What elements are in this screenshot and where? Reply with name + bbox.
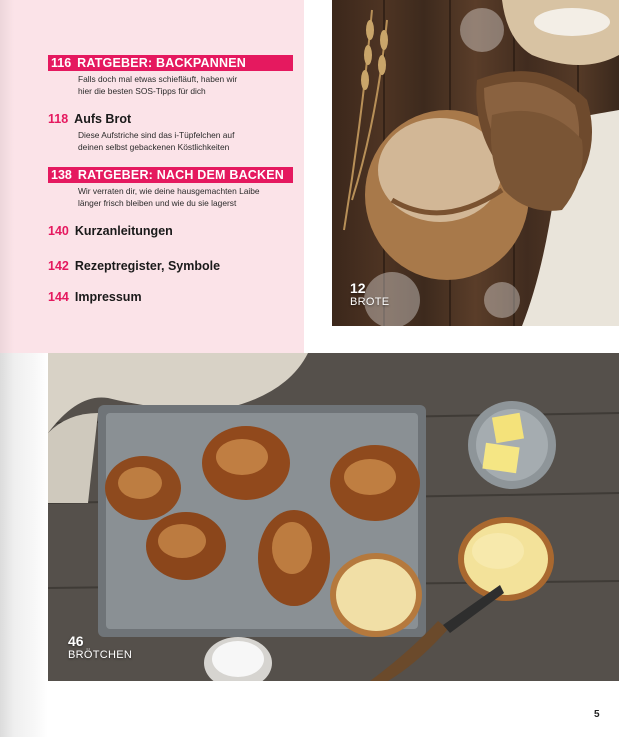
toc-entry-header [48,258,220,274]
toc-description [78,186,293,209]
page-fold-shadow [0,0,14,737]
toc-entry-header [48,167,293,183]
toc-entry-header [48,289,142,305]
toc-description-line: deinen selbst gebackenen Köstlichkeiten [78,141,230,152]
toc-title: RATGEBER: BACKPANNEN [77,56,246,70]
photo-brote[interactable] [332,0,619,326]
toc-entry-aufs-brot[interactable] [48,111,293,153]
toc-description-line: länger frisch bleiben und wie du sie lagerst [78,197,237,208]
toc-entry-nach-dem-backen[interactable] [48,167,293,209]
toc-entry-impressum[interactable] [48,289,142,305]
toc-page-number: 138 [51,168,72,182]
bread-illustration [332,0,619,326]
toc-description-line: Diese Aufstriche sind das i-Tüpfelchen auf [78,130,235,140]
caption-page-number: 46 [68,633,84,649]
toc-page-number: 144 [48,290,69,304]
toc-entry-backpannen[interactable] [48,55,293,97]
toc-title: RATGEBER: NACH DEM BACKEN [77,168,285,182]
rolls-illustration [48,353,619,681]
toc-title: Impressum [74,290,142,304]
caption-label: BROTE [350,296,390,308]
caption-label: BRÖTCHEN [68,649,133,661]
toc-title: Kurzanleitungen [74,224,173,238]
toc-description-line: hier die besten SOS-Tipps für dich [78,85,206,96]
photo-caption-brote [350,281,389,309]
toc-page-number: 140 [48,224,69,238]
photo-caption-broetchen [68,634,132,662]
toc-entry-header [48,55,293,71]
toc-page-number: 142 [48,259,69,273]
caption-page-number: 12 [350,280,366,296]
toc-entry-header [48,223,173,239]
toc-page-number: 116 [51,56,72,70]
toc-description-line: Falls doch mal etwas schiefläuft, haben wir [78,74,238,84]
toc-description [78,130,293,153]
toc-title: Aufs Brot [74,112,132,126]
toc-entry-kurzanleitungen[interactable] [48,223,173,239]
toc-description [78,74,293,97]
toc-entry-header [48,111,293,127]
toc-title: Rezeptregister, Symbole [74,259,221,273]
toc-page-number: 118 [48,112,69,126]
toc-description-line: Wir verraten dir, wie deine hausgemachten Laibe [78,186,260,196]
page-number: 5 [594,709,600,720]
toc-entry-rezeptregister[interactable] [48,258,220,274]
photo-broetchen[interactable] [48,353,619,681]
